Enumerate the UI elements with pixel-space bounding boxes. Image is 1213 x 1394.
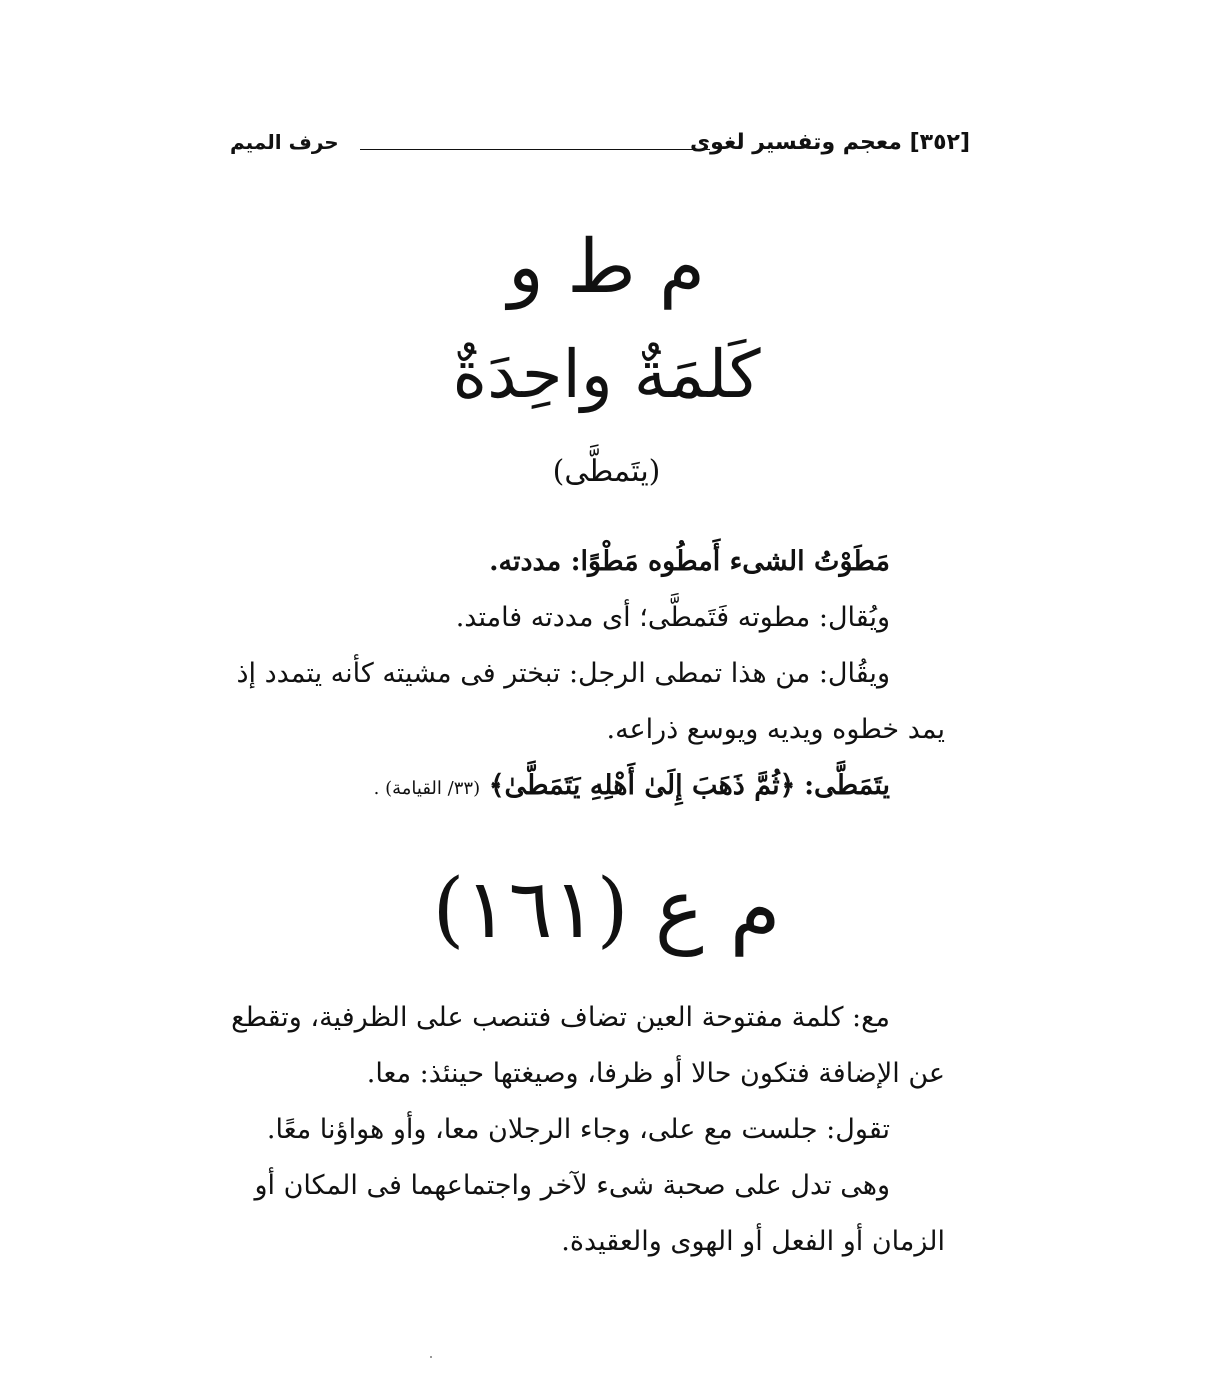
- headword: (يتَمطَّى): [552, 454, 661, 489]
- quran-line: [215, 758, 945, 817]
- entry-ma: [215, 990, 945, 1270]
- entry-line: مَطَوْتُ الشىء أَمطُوه مَطْوًا: مددته.: [489, 546, 890, 577]
- verse-reference: (٣٣/ القيامة) .: [373, 778, 481, 799]
- running-header: [230, 130, 970, 164]
- entry-line: يمد خطوه ويديه ويوسع ذراعه.: [606, 714, 945, 745]
- root-heading-ma: م ع (١٦١): [432, 862, 781, 957]
- quran-term: يتَمَطَّى:: [804, 770, 890, 801]
- header-rule: [360, 149, 710, 150]
- entry-line: ويقُال: من هذا تمطى الرجل: تبختر فى مشيته كأنه يتمدد إذ: [236, 658, 890, 689]
- entry-line: تقول: جلست مع على، وجاء الرجلان معا، وأو هواؤنا معًا.: [266, 1114, 890, 1145]
- page-number-title: [٣٥٢] معجم وتفسير لغوى: [690, 130, 970, 155]
- entry-line: ويُقال: مطوته فَتَمطَّى؛ أى مددته فامتد.: [455, 602, 890, 633]
- root-heading-mtw: م ط و: [507, 224, 706, 310]
- entry-line: مع: كلمة مفتوحة العين تضاف فتنصب على الظرفية، وتقطع: [231, 1002, 890, 1033]
- root-subtitle: كَلمَةٌ واحِدَةٌ: [452, 336, 761, 413]
- entry-line: الزمان أو الفعل أو الهوى والعقيدة.: [561, 1226, 945, 1257]
- scan-speck: [430, 1356, 432, 1358]
- entry-line: وهى تدل على صحبة شىء لآخر واجتماعهما فى المكان أو: [254, 1170, 890, 1201]
- entry-mtw: [215, 534, 945, 817]
- quran-verse: ﴿ثُمَّ ذَهَبَ إِلَىٰ أَهْلِهِ يَتَمَطَّىٰ﴾: [488, 770, 796, 801]
- entry-line: عن الإضافة فتكون حالا أو ظرفا، وصيغتها حينئذ: معا.: [366, 1058, 945, 1089]
- section-label: حرف الميم: [230, 130, 339, 154]
